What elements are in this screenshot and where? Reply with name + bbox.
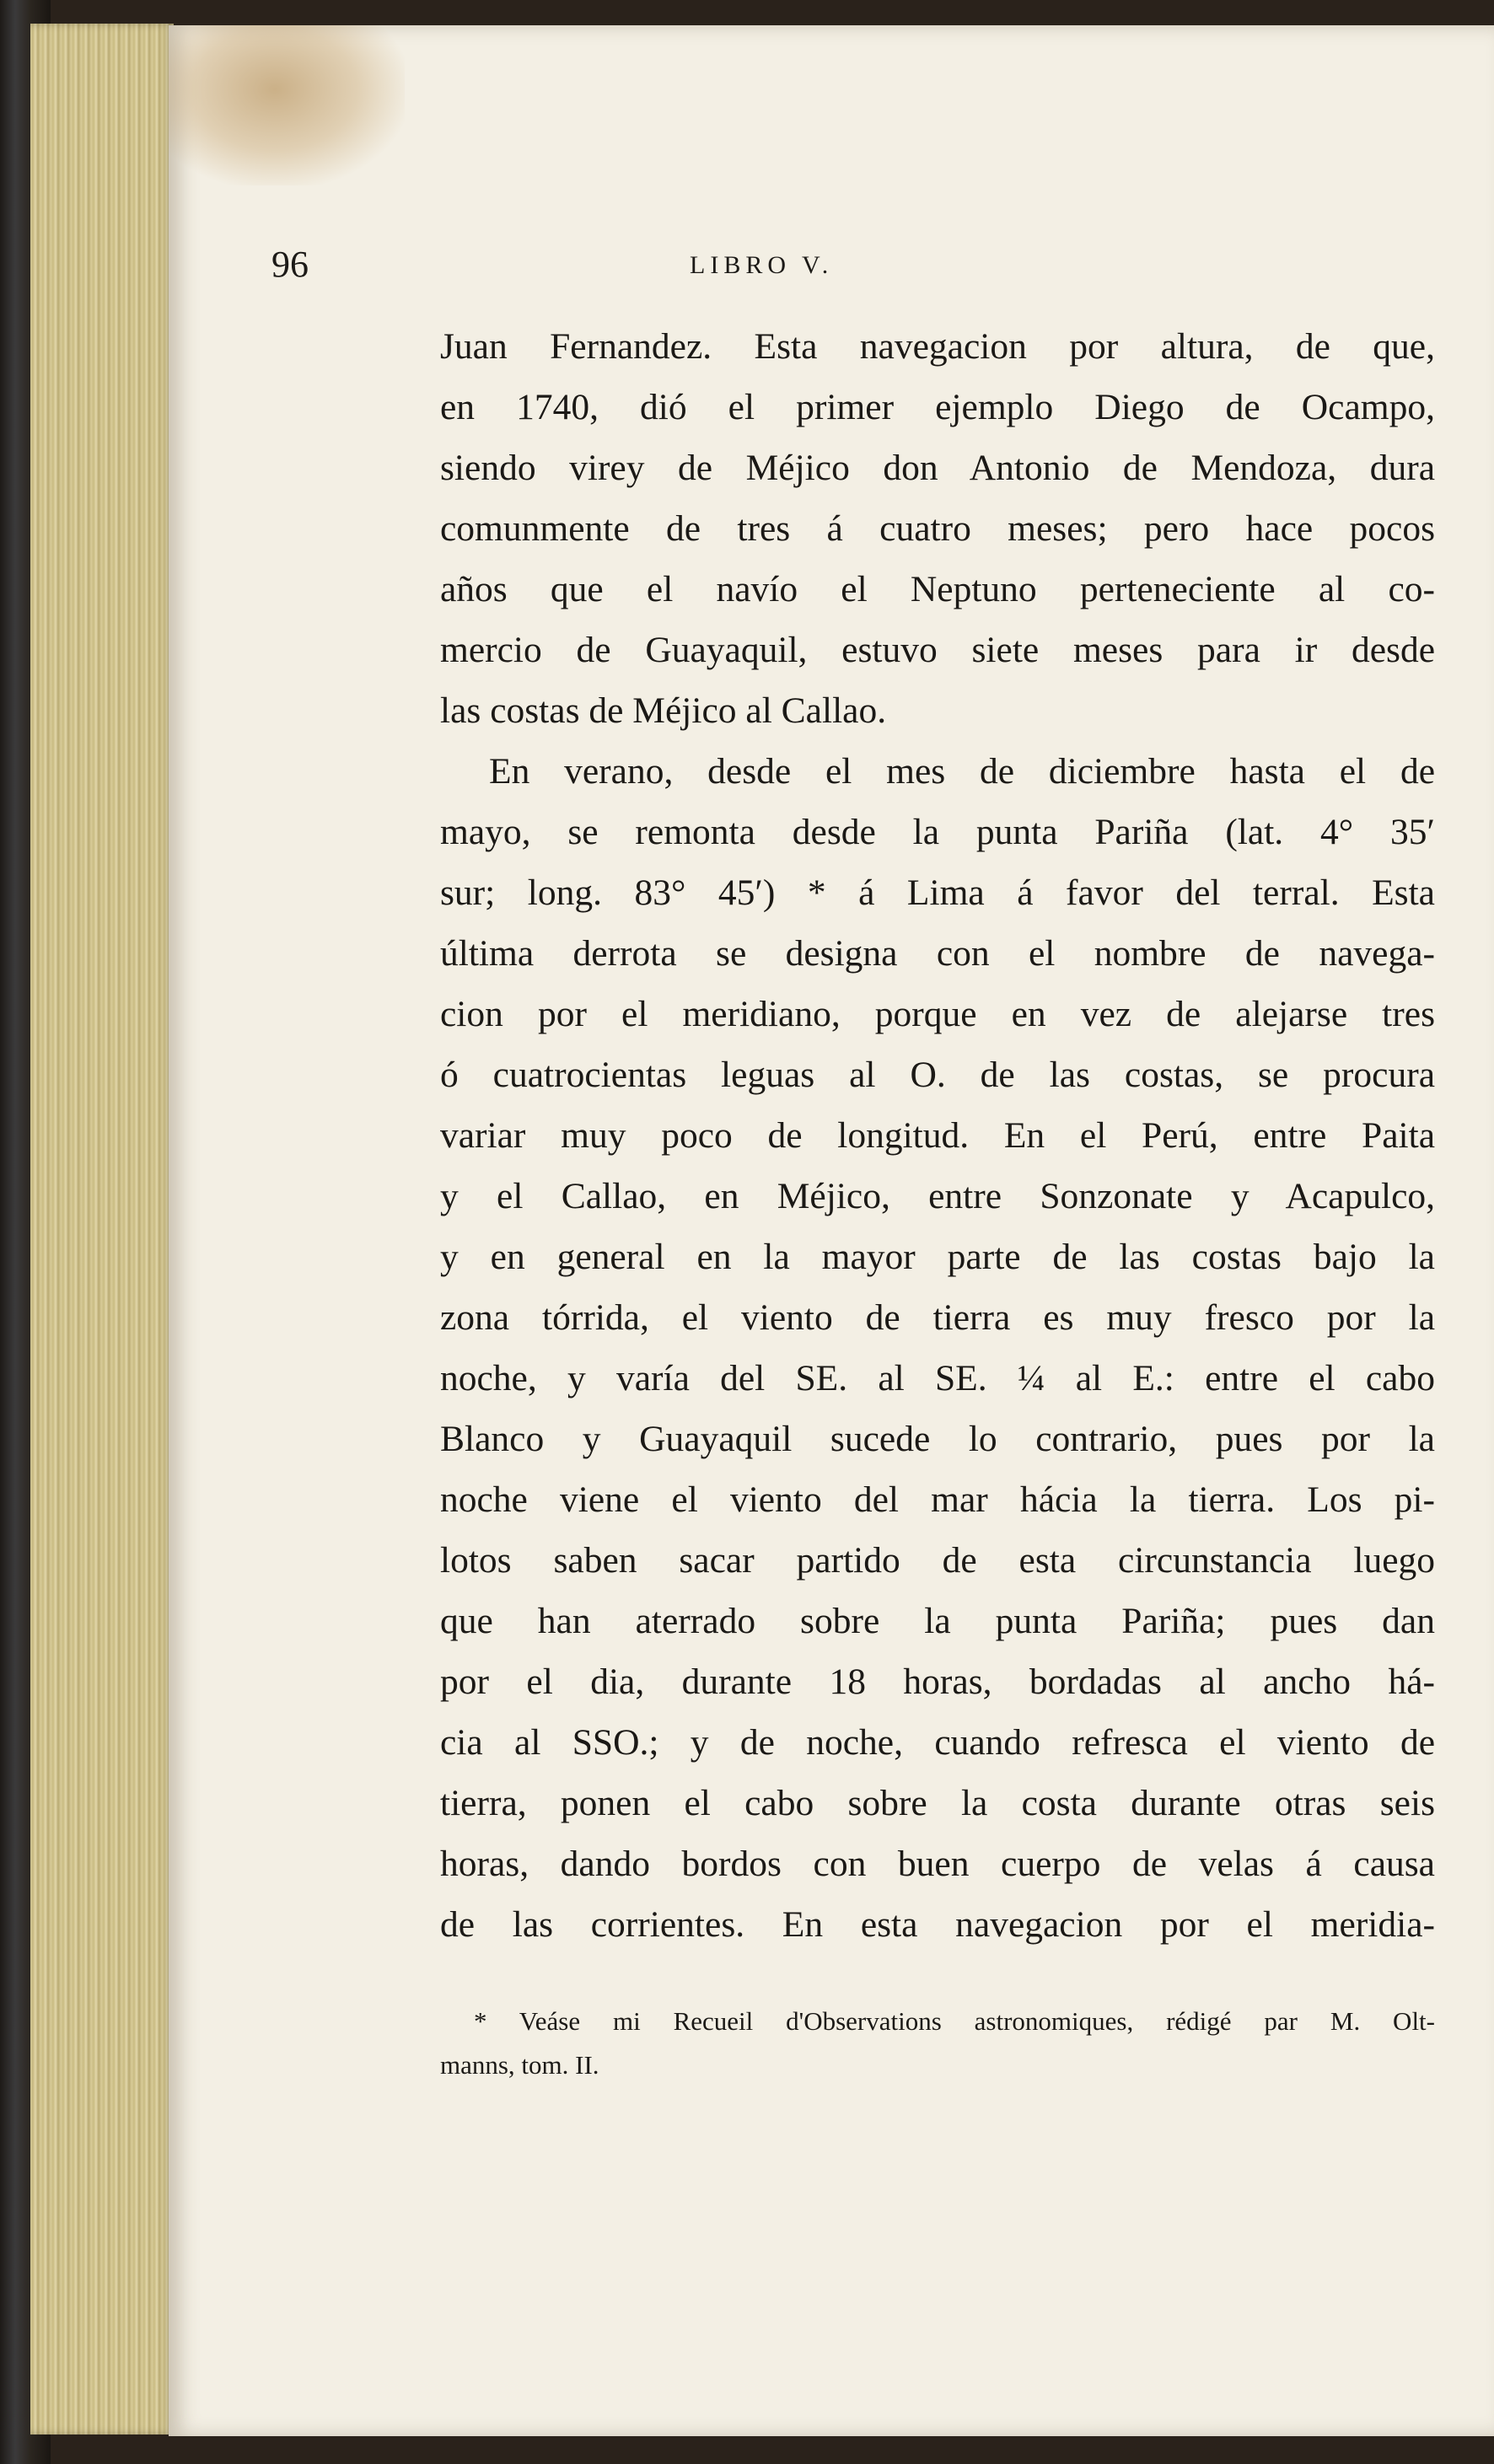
body-text: [440, 316, 1435, 1955]
text-line: ó cuatrocientas leguas al O. de las costas, se procura: [440, 1055, 1435, 1095]
text-line: tierra, ponen el cabo sobre la costa durante otras seis: [440, 1783, 1435, 1823]
running-head: LIBRO V.: [690, 251, 834, 279]
text-line: mayo, se remonta desde la punta Pariña (lat. 4° 35′: [440, 812, 1435, 852]
text-line: y el Callao, en Méjico, entre Sonzonate y Acapulco,: [440, 1176, 1435, 1216]
text-line: y en general en la mayor parte de las costas bajo la: [440, 1237, 1435, 1277]
text-line: lotos saben sacar partido de esta circunstancia luego: [440, 1540, 1435, 1581]
page-header: [271, 243, 1115, 293]
text-line: comunmente de tres á cuatro meses; pero hace pocos: [440, 508, 1435, 549]
text-line: siendo virey de Méjico don Antonio de Mendoza, dura: [440, 448, 1435, 488]
text-line: horas, dando bordos con buen cuerpo de velas á causa: [440, 1844, 1435, 1884]
water-stain: [169, 25, 405, 185]
footnote-line: * Veáse mi Recueil d'Observations astronomiques, rédigé par M. Olt-: [474, 2006, 1435, 2036]
text-line: las costas de Méjico al Callao.: [440, 690, 887, 731]
footnote-line: manns, tom. II.: [440, 2050, 599, 2080]
page-number: 96: [271, 244, 309, 285]
footnote: [440, 2000, 1435, 2087]
text-line: noche viene el viento del mar hácia la tierra. Los pi-: [440, 1479, 1435, 1520]
text-line: años que el navío el Neptuno perteneciente al co-: [440, 569, 1435, 609]
page-stack-edges: [30, 24, 174, 2434]
text-line: en 1740, dió el primer ejemplo Diego de Ocampo,: [440, 387, 1435, 427]
text-line: variar muy poco de longitud. En el Perú, entre Paita: [440, 1115, 1435, 1156]
text-line: En verano, desde el mes de diciembre hasta el de: [489, 751, 1435, 792]
text-line: por el dia, durante 18 horas, bordadas al ancho há-: [440, 1661, 1435, 1702]
text-line: última derrota se designa con el nombre de navega-: [440, 933, 1435, 974]
text-line: cia al SSO.; y de noche, cuando refresca el viento de: [440, 1722, 1435, 1763]
text-line: zona tórrida, el viento de tierra es muy fresco por la: [440, 1297, 1435, 1338]
text-line: mercio de Guayaquil, estuvo siete meses para ir desde: [440, 630, 1435, 670]
text-line: noche, y varía del SE. al SE. ¼ al E.: entre el cabo: [440, 1358, 1435, 1398]
text-line: Juan Fernandez. Esta navegacion por altura, de que,: [440, 326, 1435, 367]
text-line: Blanco y Guayaquil sucede lo contrario, pues por la: [440, 1419, 1435, 1459]
text-line: que han aterrado sobre la punta Pariña; pues dan: [440, 1601, 1435, 1641]
text-line: de las corrientes. En esta navegacion por el meridia-: [440, 1904, 1435, 1945]
text-line: cion por el meridiano, porque en vez de alejarse tres: [440, 994, 1435, 1034]
text-line: sur; long. 83° 45′) * á Lima á favor del terral. Esta: [440, 872, 1435, 913]
